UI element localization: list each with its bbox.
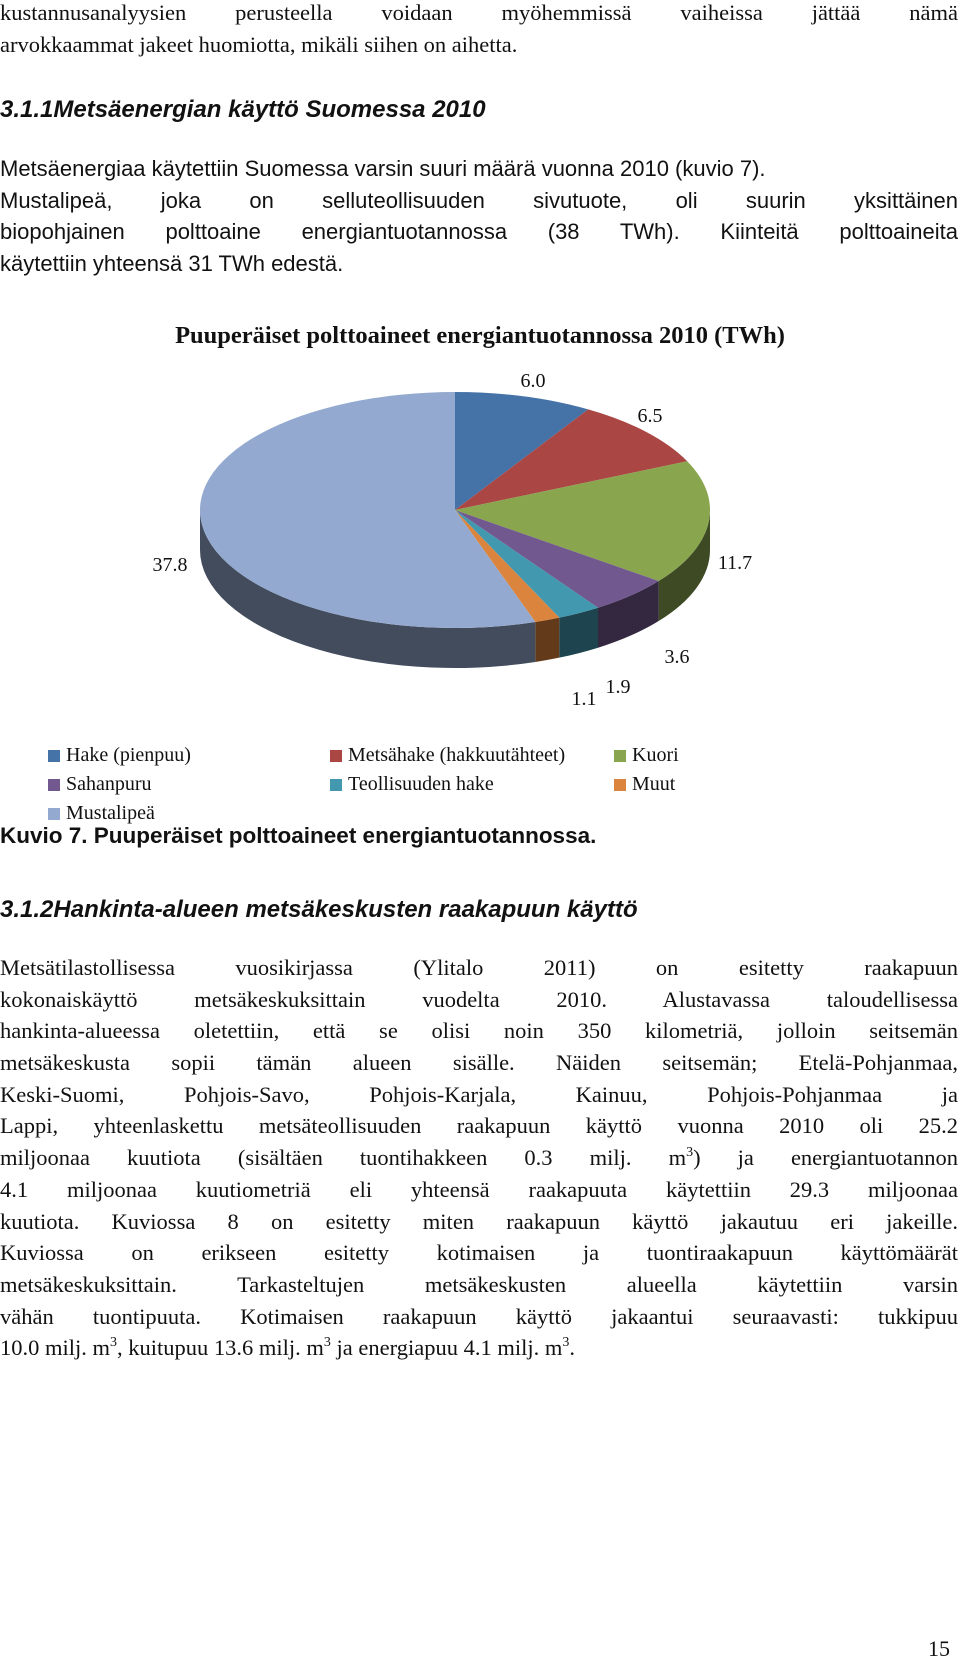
text-line: arvokkaammat jakeet huomiotta, mikäli siihen on aihetta. [0,31,518,57]
section-paragraph [0,153,958,280]
legend-label: Muut [632,773,676,795]
figure-caption: Kuvio 7. Puuperäiset polttoaineet energiantuotannossa. [0,823,597,848]
text-fragment: 10.0 milj. m [0,1335,111,1361]
text-line [0,1142,958,1174]
section-heading [0,896,638,924]
data-label: 37.8 [152,554,188,576]
text-line: kustannusanalyysien perusteella voidaan myöhemmissä vaiheissa jättää nämä [0,0,958,25]
text-line: metsäkeskusta sopii tämän alueen sisälle. Näiden seitsemän; Etelä-Pohjanmaa, [0,1050,958,1076]
legend-swatch [48,779,60,791]
text-line: 4.1 miljoonaa kuutiometriä eli yhteensä raakapuuta käytettiin 29.3 miljoonaa [0,1176,958,1202]
legend-item [330,773,494,796]
legend-item [614,744,679,767]
data-label: 6.5 [637,405,663,427]
text-line: biopohjainen polttoaine energiantuotannossa (38 TWh). Kiinteitä polttoaineita [0,219,958,245]
text-line: kuutiota. Kuviossa 8 on esitetty miten raakapuun käyttö jakautuu eri jakeille. [0,1208,958,1234]
section-heading [0,96,486,124]
text-line: Mustalipeä, joka on selluteollisuuden sivutuote, oli suurin yksittäinen [0,187,958,213]
data-label: 6.0 [520,370,546,392]
legend-label: Sahanpuru [66,773,152,795]
text-fragment: . [569,1335,575,1361]
section-title: Metsäenergian käyttö Suomessa 2010 [53,96,486,123]
page-number: 15 [928,1636,950,1661]
text-fragment: miljoonaa kuutiota (sisältäen tuontihakkeen 0.3 milj. m [0,1145,687,1171]
text-fragment: ) ja energiantuotannon [693,1145,958,1171]
legend-item [330,744,565,767]
legend-label: Teollisuuden hake [348,773,494,795]
superscript: 3 [323,1335,331,1351]
section-paragraph [0,952,958,1364]
legend-label: Kuori [632,744,679,766]
pie-chart [0,360,960,720]
text-line: Keski-Suomi, Pohjois-Savo, Pohjois-Karjala, Kainuu, Pohjois-Pohjanmaa ja [0,1081,958,1107]
superscript: 3 [562,1335,570,1351]
legend-label: Hake (pienpuu) [66,744,191,766]
pie-side-5 [535,618,559,662]
text-fragment: ja energiapuu 4.1 milj. m [330,1335,563,1361]
text-line: hankinta-alueessa oletettiin, että se olisi noin 350 kilometriä, jolloin seitsemän [0,1018,958,1044]
legend-swatch [48,750,60,762]
legend-swatch [330,779,342,791]
legend-item [48,744,191,767]
text-line: käytettiin yhteensä 31 TWh edestä. [0,251,344,277]
legend-swatch [330,750,342,762]
legend-label: Mustalipeä [66,802,155,824]
data-label: 1.9 [605,676,631,698]
text-line: metsäkeskuksittain. Tarkasteltujen metsäkeskusten alueella käytettiin varsin [0,1271,958,1297]
data-label: 3.6 [664,646,690,668]
section-title: Hankinta-alueen metsäkeskusten raakapuun käyttö [53,896,638,923]
text-line: vähän tuontipuuta. Kotimaisen raakapuun käyttö jakaantui seuraavasti: tukkipuu [0,1303,958,1329]
section-number: 3.1.1 [0,96,54,123]
legend-swatch [614,779,626,791]
legend-swatch [48,808,60,820]
legend-label: Metsähake (hakkuutähteet) [348,744,566,766]
legend-swatch [614,750,626,762]
chart-title: Puuperäiset polttoaineet energiantuotannossa 2010 (TWh) [175,322,785,349]
legend-item [614,773,675,796]
text-line: Lappi, yhteenlaskettu metsäteollisuuden raakapuun käyttö vuonna 2010 oli 25.2 [0,1113,958,1139]
legend-item [48,802,155,825]
text-fragment: , kuitupuu 13.6 milj. m [117,1335,324,1361]
section-number: 3.1.2 [0,896,54,923]
intro-paragraph [0,0,958,60]
text-line: Kuviossa on erikseen esitetty kotimaisen ja tuontiraakapuun käyttömäärät [0,1240,958,1266]
data-label: 11.7 [717,552,753,574]
superscript: 3 [110,1335,118,1351]
legend-item [48,773,152,796]
data-label: 1.1 [571,688,597,710]
text-line [0,1332,958,1364]
text-line: Metsätilastollisessa vuosikirjassa (Ylitalo 2011) on esitetty raakapuun [0,955,958,980]
text-line: Metsäenergiaa käytettiin Suomessa varsin suuri määrä vuonna 2010 (kuvio 7). [0,156,766,181]
superscript: 3 [686,1145,694,1161]
text-line: kokonaiskäyttö metsäkeskuksittain vuodelta 2010. Alustavassa taloudellisessa [0,986,958,1012]
